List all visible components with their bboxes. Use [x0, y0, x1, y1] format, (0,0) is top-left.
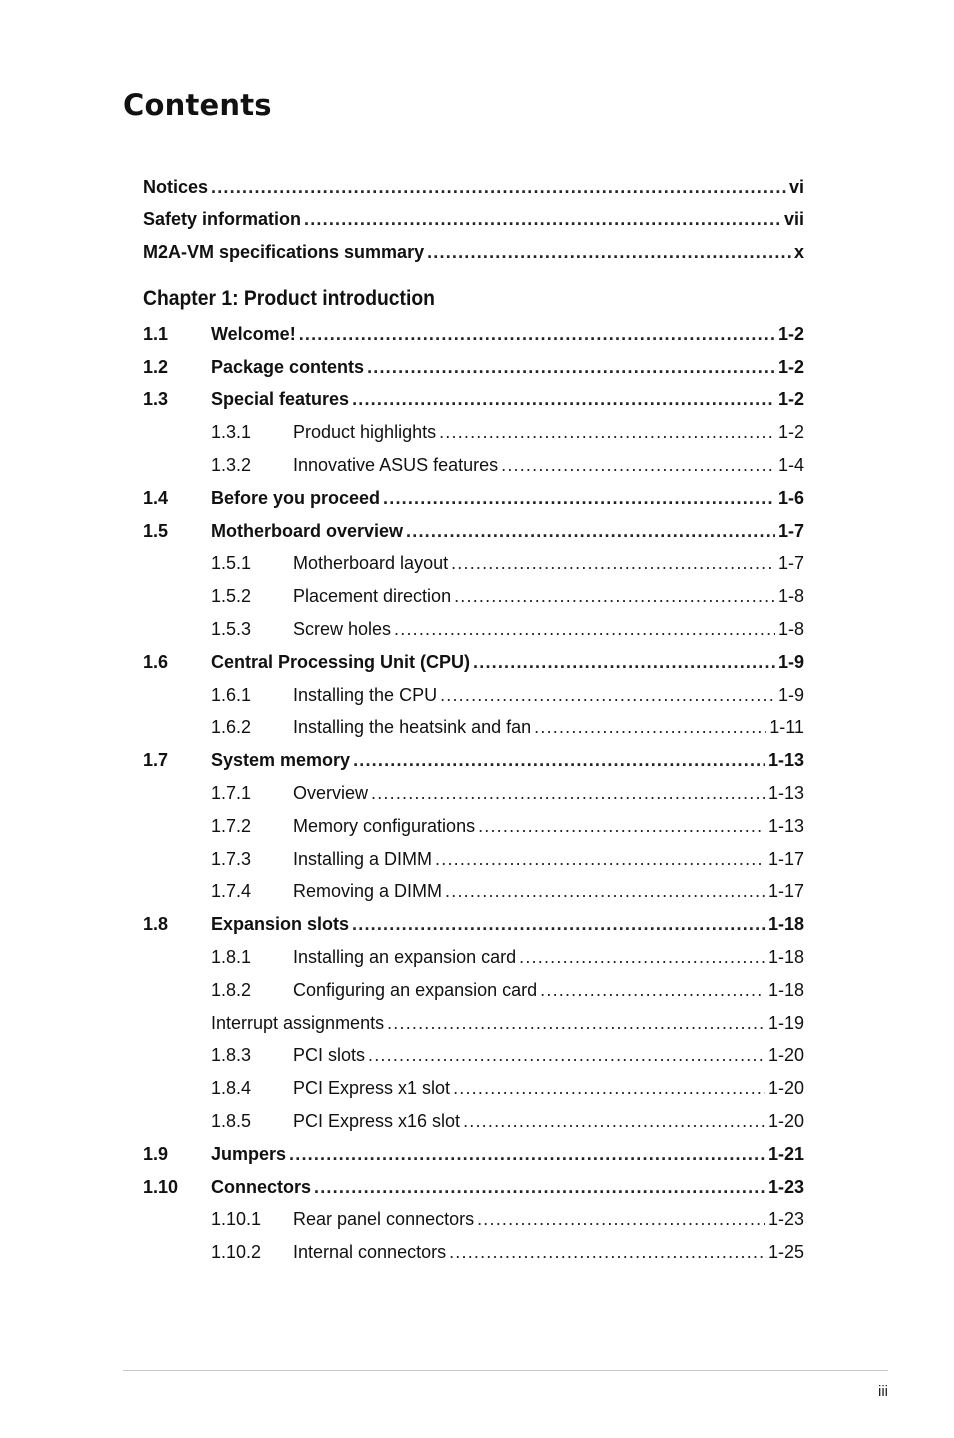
- entry-title: PCI Express x16 slot: [293, 1111, 461, 1132]
- entry-title: Installing a DIMM: [293, 848, 433, 869]
- toc-entry-subsection[interactable]: [143, 1105, 804, 1138]
- entry-number: 1.1: [143, 323, 169, 344]
- entry-number: 1.10: [143, 1176, 179, 1197]
- entry-page: 1-2: [777, 356, 804, 377]
- entry-title: Special features: [211, 389, 350, 410]
- entry-title: Rear panel connectors: [293, 1209, 475, 1230]
- entry-title: Motherboard layout: [293, 553, 449, 574]
- page-title: Contents: [123, 88, 272, 122]
- toc-entry-section[interactable]: [143, 384, 804, 417]
- entry-number: 1.7.2: [211, 815, 252, 836]
- entry-number: 1.6: [143, 651, 169, 672]
- dot-leader: [368, 1045, 765, 1066]
- dot-leader: [427, 242, 791, 263]
- entry-page: 1-9: [777, 684, 804, 705]
- entry-title: PCI slots: [293, 1045, 366, 1066]
- entry-number: 1.8: [143, 914, 169, 935]
- entry-page: 1-18: [767, 979, 804, 1000]
- entry-title: Innovative ASUS features: [293, 455, 499, 476]
- toc-entry-section[interactable]: [143, 351, 804, 384]
- toc-entry-section[interactable]: [143, 515, 804, 548]
- toc-entry-subsection[interactable]: [143, 843, 804, 876]
- entry-number: 1.6.1: [211, 684, 252, 705]
- dot-leader: [435, 849, 765, 870]
- entry-page: 1-11: [769, 717, 804, 738]
- dot-leader: [387, 1013, 765, 1034]
- toc-entry-subsection[interactable]: [143, 1204, 804, 1237]
- entry-title: Memory configurations: [293, 815, 476, 836]
- dot-leader: [454, 586, 775, 607]
- dot-leader: [314, 1177, 765, 1198]
- entry-page: 1-7: [777, 520, 804, 541]
- entry-number: 1.6.2: [211, 717, 252, 738]
- entry-number: 1.9: [143, 1143, 169, 1164]
- entry-number: 1.5: [143, 520, 169, 541]
- dot-leader: [352, 914, 765, 935]
- dot-leader: [371, 783, 765, 804]
- entry-page: vii: [783, 209, 804, 230]
- entry-title: Overview: [293, 783, 369, 804]
- entry-page: 1-2: [777, 422, 804, 443]
- entry-page: 1-21: [767, 1143, 804, 1164]
- dot-leader: [394, 619, 775, 640]
- entry-title: Screw holes: [293, 619, 392, 640]
- entry-title: Configuring an expansion card: [293, 979, 538, 1000]
- entry-page: 1-9: [777, 651, 804, 672]
- entry-title: Package contents: [211, 356, 365, 377]
- entry-page: vi: [788, 176, 804, 197]
- dot-leader: [406, 521, 775, 542]
- dot-leader: [463, 1111, 765, 1132]
- entry-title: Notices: [143, 176, 209, 197]
- entry-number: 1.5.2: [211, 586, 252, 607]
- entry-title: M2A-VM specifications summary: [143, 241, 425, 262]
- entry-number: 1.10.2: [211, 1242, 262, 1263]
- entry-number: 1.8.4: [211, 1078, 252, 1099]
- entry-number: 1.10.1: [211, 1209, 262, 1230]
- entry-title: Safety information: [143, 209, 302, 230]
- entry-page: 1-23: [767, 1176, 804, 1197]
- toc-entry-subsection[interactable]: [143, 1072, 804, 1105]
- entry-title: Installing the heatsink and fan: [293, 717, 532, 738]
- entry-page: 1-23: [767, 1209, 804, 1230]
- toc-entry-subsection[interactable]: [143, 548, 804, 581]
- entry-page: 1-17: [767, 881, 804, 902]
- entry-page: 1-17: [767, 848, 804, 869]
- footer-page-number: iii: [878, 1383, 888, 1400]
- entry-page: 1-19: [767, 1012, 804, 1033]
- toc-entry-section[interactable]: [143, 908, 804, 941]
- dot-leader: [451, 553, 775, 574]
- toc-entry-subsection[interactable]: [143, 941, 804, 974]
- dot-leader: [211, 177, 786, 198]
- dot-leader: [352, 389, 775, 410]
- entry-number: 1.8.1: [211, 947, 252, 968]
- entry-title: Motherboard overview: [211, 520, 404, 541]
- toc-entry-section[interactable]: [143, 482, 804, 515]
- entry-number: 1.5.3: [211, 619, 252, 640]
- entry-number: 1.8.2: [211, 979, 252, 1000]
- entry-title: Interrupt assignments: [211, 1012, 385, 1033]
- entry-page: 1-20: [767, 1078, 804, 1099]
- dot-leader: [449, 1242, 765, 1263]
- entry-title: PCI Express x1 slot: [293, 1078, 451, 1099]
- toc-entry-section[interactable]: [143, 1138, 804, 1171]
- entry-page: 1-4: [777, 455, 804, 476]
- entry-page: 1-8: [777, 586, 804, 607]
- entry-title: Jumpers: [211, 1143, 287, 1164]
- toc-entry-subsection[interactable]: [143, 712, 804, 745]
- entry-title: Welcome!: [211, 323, 296, 344]
- entry-title: Connectors: [211, 1176, 312, 1197]
- toc-entry-section[interactable]: [143, 646, 804, 679]
- dot-leader: [478, 816, 765, 837]
- entry-number: 1.7.1: [211, 783, 252, 804]
- toc-entry-subsection[interactable]: [143, 1236, 804, 1269]
- entry-page: x: [793, 241, 804, 262]
- entry-page: 1-20: [767, 1111, 804, 1132]
- entry-page: 1-13: [767, 783, 804, 804]
- dot-leader: [501, 455, 775, 476]
- toc-entry-section[interactable]: [143, 744, 804, 777]
- toc-entry-front[interactable]: [143, 204, 804, 237]
- entry-title: Expansion slots: [211, 914, 350, 935]
- dot-leader: [353, 750, 765, 771]
- entry-number: 1.3.1: [211, 422, 252, 443]
- chapter-heading: Chapter 1: Product introduction: [143, 287, 435, 310]
- entry-number: 1.4: [143, 487, 169, 508]
- entry-title: Installing an expansion card: [293, 947, 517, 968]
- toc-entry-subsection[interactable]: [143, 1040, 804, 1073]
- entry-title: Installing the CPU: [293, 684, 438, 705]
- dot-leader: [304, 209, 781, 230]
- dot-leader: [367, 357, 775, 378]
- dot-leader: [477, 1209, 765, 1230]
- entry-page: 1-2: [777, 389, 804, 410]
- dot-leader: [289, 1144, 765, 1165]
- entry-title: Placement direction: [293, 586, 452, 607]
- dot-leader: [473, 652, 775, 673]
- dot-leader: [299, 324, 775, 345]
- entry-number: 1.7.3: [211, 848, 252, 869]
- dot-leader: [519, 947, 765, 968]
- entry-page: 1-6: [777, 487, 804, 508]
- footer-divider: [123, 1370, 888, 1371]
- entry-title: Before you proceed: [211, 487, 381, 508]
- entry-page: 1-20: [767, 1045, 804, 1066]
- toc-entry-subsection[interactable]: [143, 974, 804, 1007]
- entry-page: 1-18: [767, 947, 804, 968]
- toc-entry-subsection[interactable]: [143, 810, 804, 843]
- toc-entry-subsection[interactable]: [143, 613, 804, 646]
- entry-page: 1-18: [767, 914, 804, 935]
- chapter-entries-list: [143, 318, 804, 1269]
- toc-entry-subsection[interactable]: [143, 1007, 804, 1040]
- entry-page: 1-25: [767, 1242, 804, 1263]
- toc-entry-subsection[interactable]: [143, 876, 804, 909]
- dot-leader: [445, 881, 765, 902]
- entry-title: Central Processing Unit (CPU): [211, 651, 471, 672]
- entry-number: 1.8.3: [211, 1045, 252, 1066]
- toc-entry-section[interactable]: [143, 1171, 804, 1204]
- front-matter-list: [143, 171, 804, 269]
- entry-title: Internal connectors: [293, 1242, 447, 1263]
- entry-number: 1.5.1: [211, 553, 252, 574]
- toc-entry-front[interactable]: [143, 236, 804, 269]
- entry-page: 1-2: [777, 323, 804, 344]
- entry-title: Removing a DIMM: [293, 881, 443, 902]
- dot-leader: [534, 717, 766, 738]
- toc-entry-section[interactable]: [143, 318, 804, 351]
- entry-page: 1-7: [777, 553, 804, 574]
- dot-leader: [540, 980, 765, 1001]
- entry-page: 1-8: [777, 619, 804, 640]
- entry-number: 1.7: [143, 750, 169, 771]
- toc-entry-subsection[interactable]: [143, 580, 804, 613]
- entry-title: System memory: [211, 750, 351, 771]
- toc-entry-subsection[interactable]: [143, 416, 804, 449]
- entry-number: 1.3: [143, 389, 169, 410]
- dot-leader: [453, 1078, 765, 1099]
- entry-page: 1-13: [767, 750, 804, 771]
- toc-entry-front[interactable]: [143, 171, 804, 204]
- dot-leader: [383, 488, 775, 509]
- dot-leader: [439, 422, 775, 443]
- entry-title: Product highlights: [293, 422, 437, 443]
- entry-page: 1-13: [767, 815, 804, 836]
- dot-leader: [440, 685, 775, 706]
- entry-number: 1.8.5: [211, 1111, 252, 1132]
- toc-entry-subsection[interactable]: [143, 679, 804, 712]
- entry-number: 1.7.4: [211, 881, 252, 902]
- entry-number: 1.2: [143, 356, 169, 377]
- toc-entry-subsection[interactable]: [143, 777, 804, 810]
- toc-entry-subsection[interactable]: [143, 449, 804, 482]
- entry-number: 1.3.2: [211, 455, 252, 476]
